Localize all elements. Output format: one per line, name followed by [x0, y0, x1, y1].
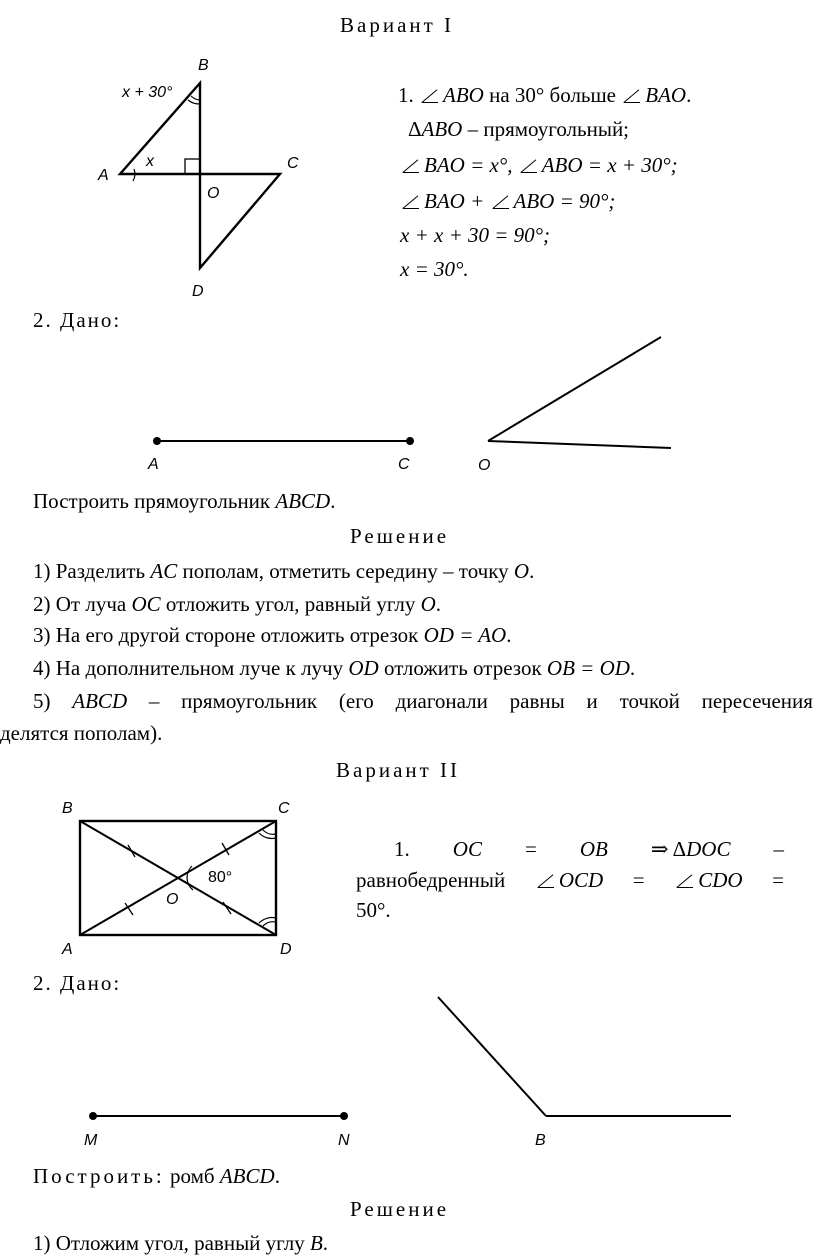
angle-icon [402, 193, 420, 209]
v1-step-3: 3) На его другой стороне отложить отрезок OD = AO. [33, 623, 512, 647]
triangle-icon: Δ [672, 837, 687, 861]
v2-p1-line3: 50°. [356, 898, 391, 922]
variant-1-title: Вариант I [340, 13, 455, 37]
right-angle-mark [185, 159, 200, 174]
label-x-plus-30: x + 30° [122, 84, 173, 101]
v1-p1-line3: BAO = x°, ABO = x + 30°; [400, 152, 678, 178]
angle-icon [676, 872, 694, 888]
angle-icon [537, 872, 555, 888]
v2-task: Построить: ромб ABCD. [33, 1164, 280, 1188]
v1-p1-line2: ΔABO – прямоугольный; [408, 117, 630, 141]
seg-label-b: B [535, 1132, 546, 1149]
label-d: D [192, 283, 204, 300]
angle-d-arc1 [263, 922, 276, 926]
v2-label-b: B [62, 800, 73, 817]
v1-step-5-line2: делятся пополам). [0, 721, 163, 745]
label-o: O [207, 185, 220, 202]
angle-b-arc1 [191, 96, 200, 100]
angle-b-arc2 [188, 100, 200, 104]
v1-solution-heading: Решение [350, 524, 450, 548]
angle-c-arc1 [263, 830, 276, 834]
label-a: A [98, 167, 109, 184]
v2-label-c: C [278, 800, 290, 817]
seg-label-o: O [478, 457, 491, 474]
v1-step-1: 1) Разделить AC пополам, отметить середину – точку O. [33, 559, 535, 583]
point-m [89, 1112, 97, 1120]
angle-icon [623, 87, 641, 103]
v2-solution-heading: Решение [350, 1197, 450, 1221]
angle-icon [492, 193, 510, 209]
v1-step-4: 4) На дополнительном луче к лучу OD отложить отрезок OB = OD. [33, 656, 636, 680]
seg-label-a: A [148, 456, 159, 473]
angle-o-ray1 [488, 337, 661, 441]
label-b: B [198, 57, 209, 74]
v1-p1-line5: x + x + 30 = 90°; [400, 223, 551, 247]
label-c: C [287, 155, 299, 172]
v2-p1-line1: 1. OC = OB ⇒ ΔDOC – [394, 837, 784, 861]
v1-task: Построить прямоугольник ABCD. [33, 489, 336, 513]
angle-icon [402, 157, 420, 173]
v2-given: 2. Дано: [33, 971, 122, 995]
triangle-icon: Δ [408, 117, 422, 141]
point-n [340, 1112, 348, 1120]
v2-step-1: 1) Отложим угол, равный углу B. [33, 1231, 329, 1255]
v1-given: 2. Дано: [33, 308, 122, 332]
v2-label-angle: 80° [208, 869, 233, 886]
v1-p1-line4: BAO + ABO = 90°; [400, 188, 615, 214]
v1-p1-line6: x = 30°. [400, 257, 469, 281]
v1-step-5: 5) ABCD – прямоугольник (его диагонали равны и точкой пересечения [33, 689, 813, 713]
angle-b-ray1 [438, 997, 546, 1116]
v1-step-2: 2) От луча OC отложить угол, равный углу O. [33, 592, 442, 616]
v1-p1-line1: 1. ABO на 30° больше BAO. [398, 83, 692, 107]
tick-1 [128, 845, 135, 857]
seg-label-c: C [398, 456, 410, 473]
v2-label-d: D [280, 941, 292, 958]
v2-p1-line2: равнобедренный OCD = CDO = [356, 868, 784, 892]
seg-label-m: M [84, 1132, 98, 1149]
angle-icon [520, 157, 538, 173]
angle-o-ray2 [488, 441, 671, 448]
v2-label-a: A [62, 941, 73, 958]
v2-label-o: O [166, 891, 179, 908]
point-a [153, 437, 161, 445]
variant-2-title: Вариант II [336, 758, 461, 782]
seg-label-n: N [338, 1132, 350, 1149]
angle-icon [421, 87, 439, 103]
label-x: x [146, 153, 154, 170]
point-c [406, 437, 414, 445]
